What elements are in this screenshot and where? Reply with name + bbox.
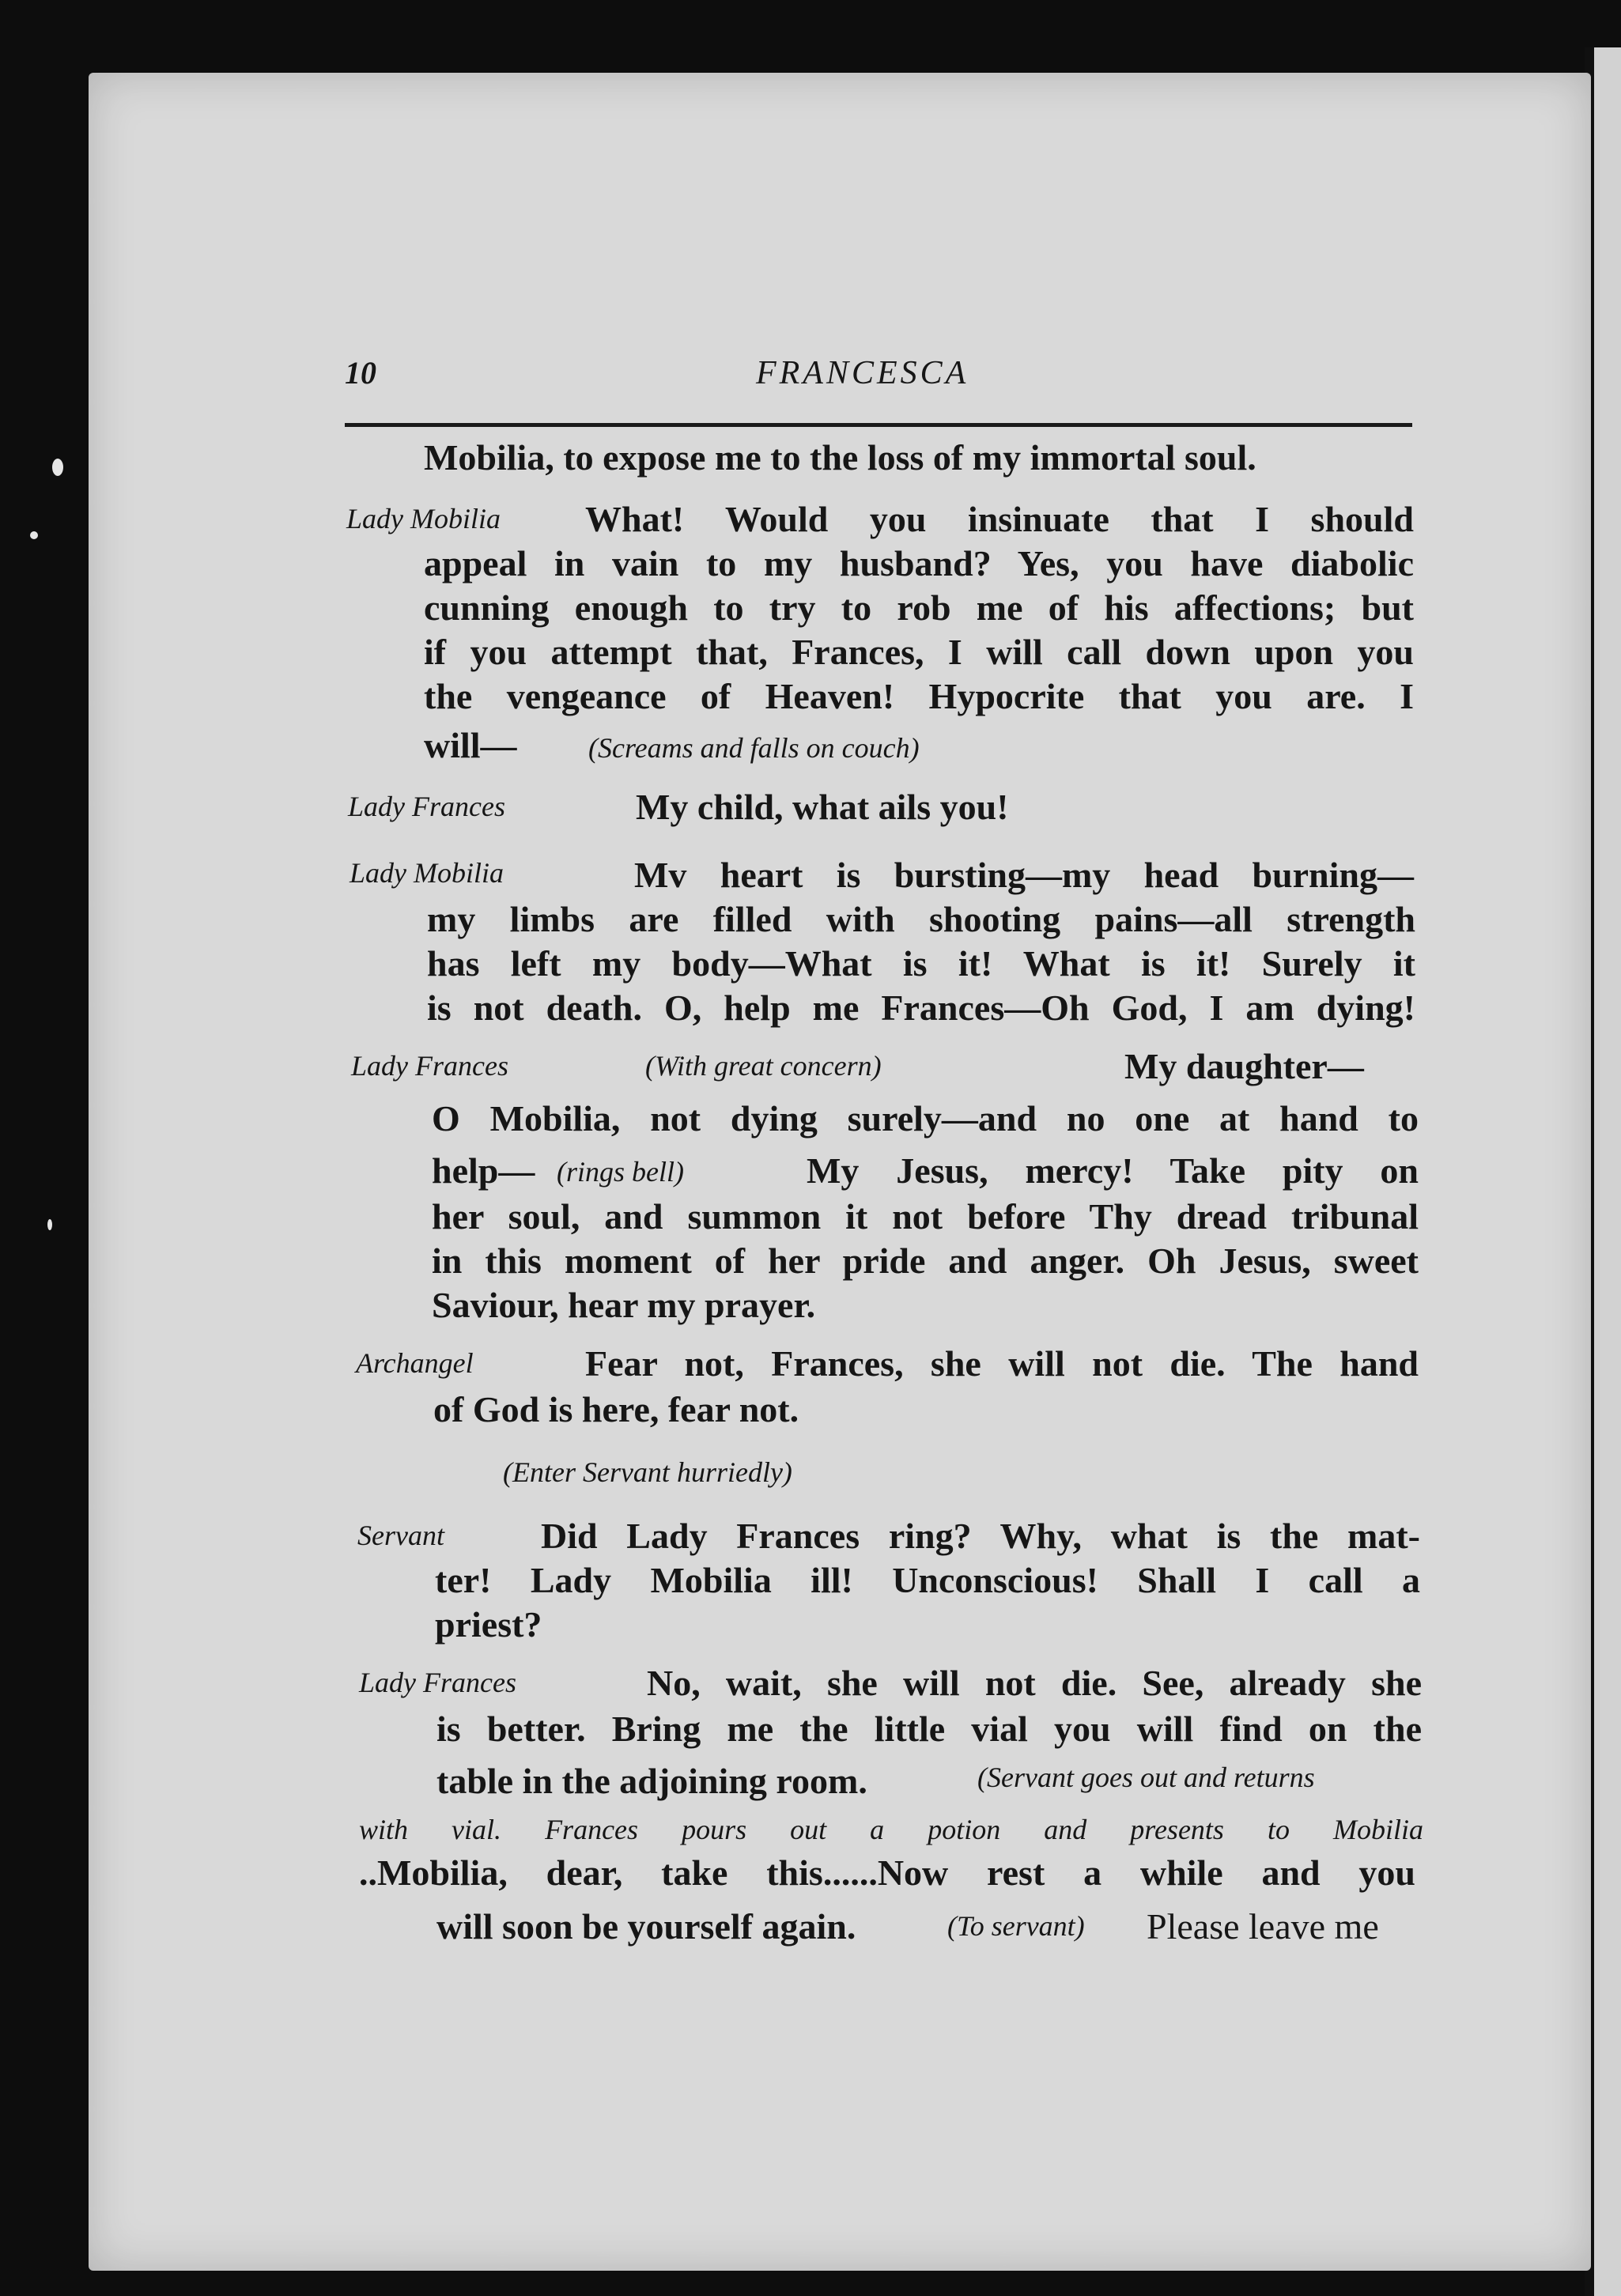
text-line: if you attempt that, Frances, I will call down upon you (424, 632, 1414, 672)
text-line: Mobilia, to expose me to the loss of my immortal soul. (424, 437, 1256, 478)
text-line: Did Lady Frances ring? Why, what is the mat- (541, 1516, 1420, 1556)
stage-direction: with vial. Frances pours out a potion and presents to Mobilia (359, 1814, 1423, 1845)
text-line: My child, what ails you! (636, 787, 1009, 827)
stage-direction: (rings bell) (557, 1156, 684, 1188)
speaker-label: Archangel (356, 1347, 474, 1379)
page-number: 10 (345, 355, 376, 391)
text-line: Mv heart is bursting—my head burning— (634, 855, 1414, 895)
text-line: O Mobilia, not dying surely—and no one at hand to (432, 1098, 1419, 1139)
speaker-label: Lady Frances (351, 1050, 508, 1082)
text-line: is better. Bring me the little vial you will find on the (436, 1709, 1422, 1749)
text-line: ter! Lady Mobilia ill! Unconscious! Shall I call a (435, 1560, 1420, 1600)
text-line: will— (424, 725, 517, 765)
text-line: has left my body—What is it! What is it! Surely it (427, 943, 1415, 984)
text-line: Please leave me (1147, 1906, 1379, 1947)
text-line: is not death. O, help me Frances—Oh God, I am dying! (427, 988, 1415, 1028)
text-line: appeal in vain to my husband? Yes, you have diabolic (424, 543, 1414, 583)
stage-direction: (With great concern) (645, 1050, 882, 1082)
text-line: priest? (435, 1604, 542, 1645)
speaker-label: Servant (357, 1520, 444, 1551)
stage-direction: (Servant goes out and returns (977, 1762, 1315, 1793)
speaker-label: Lady Mobilia (350, 857, 504, 889)
text-line: cunning enough to try to rob me of his affections; but (424, 587, 1414, 628)
text-line: her soul, and summon it not before Thy dread tribunal (432, 1196, 1419, 1237)
text-line: My Jesus, mercy! Take pity on (807, 1150, 1419, 1191)
text-line: No, wait, she will not die. See, already she (647, 1663, 1422, 1703)
text-line: in this moment of her pride and anger. Oh Jesus, sweet (432, 1241, 1419, 1281)
speaker-label: Lady Frances (348, 791, 505, 822)
text-line: the vengeance of Heaven! Hypocrite that you are. I (424, 676, 1414, 716)
text-line: will soon be yourself again. (436, 1906, 856, 1947)
text-line: Saviour, hear my prayer. (432, 1285, 816, 1325)
stage-direction: (Enter Servant hurriedly) (503, 1456, 792, 1488)
text-line: help— (432, 1150, 535, 1191)
text-line: ..Mobilia, dear, take this......Now rest a while and you (359, 1852, 1415, 1893)
header-rule (345, 423, 1412, 427)
text-line: my limbs are filled with shooting pains—all strength (427, 899, 1415, 939)
stage-direction: (To servant) (947, 1910, 1085, 1942)
text-line: table in the adjoining room. (436, 1761, 867, 1801)
running-header (345, 354, 1412, 402)
speaker-label: Lady Frances (359, 1667, 516, 1698)
speaker-label: Lady Mobilia (346, 503, 501, 534)
text-line: Fear not, Frances, she will not die. The hand (585, 1343, 1419, 1384)
text-line: My daughter— (1124, 1046, 1364, 1086)
stage-direction: (Screams and falls on couch) (588, 732, 920, 764)
text-line: What! Would you insinuate that I should (585, 499, 1414, 539)
text-line: of God is here, fear not. (433, 1389, 799, 1429)
running-title: FRANCESCA (756, 355, 969, 391)
